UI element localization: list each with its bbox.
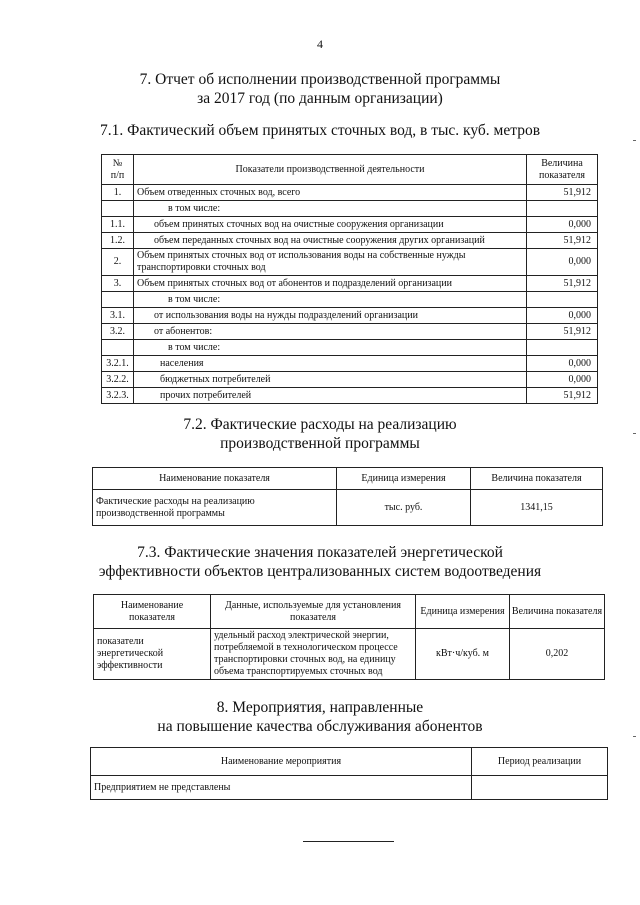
header-data: Данные, используемые для установления показателя	[211, 595, 416, 629]
row-value: 0,000	[527, 217, 598, 233]
section-7-title-line2: за 2017 год (по данным организации)	[197, 90, 443, 107]
row-label: объем переданных сточных вод на очистные сооружения других организаций	[134, 233, 527, 249]
row-num	[102, 292, 134, 308]
row-name: показатели энергетической эффективности	[94, 629, 211, 680]
row-unit: кВт·ч/куб. м	[416, 629, 510, 680]
table-row	[102, 308, 598, 324]
section-7-1-title: 7.1. Фактический объем принятых сточных вод, в тыс. куб. метров	[99, 122, 541, 139]
page-number: 4	[317, 37, 323, 51]
row-num: 1.	[102, 185, 134, 201]
header-num	[102, 155, 134, 185]
section-8-title-line1: 8. Мероприятия, направленные	[216, 699, 424, 716]
scan-mark	[633, 140, 636, 141]
table-row	[102, 276, 598, 292]
header-indicator: Показатели производственной деятельности	[134, 155, 527, 185]
row-num: 1.2.	[102, 233, 134, 249]
row-value: 51,912	[527, 276, 598, 292]
row-value: 0,000	[527, 372, 598, 388]
row-value: 51,912	[527, 185, 598, 201]
section-7-2-title-line1: 7.2. Фактические расходы на реализацию	[183, 416, 457, 433]
table-row	[102, 388, 598, 404]
table-row	[102, 233, 598, 249]
table-header-row	[93, 468, 603, 490]
header-value: Величина показателя	[510, 595, 605, 629]
scan-mark	[633, 736, 636, 737]
row-value: 51,912	[527, 324, 598, 340]
header-name: Наименование мероприятия	[91, 748, 472, 776]
table-row	[102, 340, 598, 356]
row-value	[527, 201, 598, 217]
table-row	[94, 629, 605, 680]
header-value-line1: Величина	[541, 157, 583, 169]
row-value: 1341,15	[471, 490, 603, 526]
row-num	[102, 340, 134, 356]
wastewater-volume-table	[101, 154, 598, 404]
header-value-line2: показателя	[538, 169, 586, 181]
header-value	[527, 155, 598, 185]
header-value: Величина показателя	[471, 468, 603, 490]
row-label: Объем принятых сточных вод от использования воды на собственные нужды транспортировки сточных вод	[134, 249, 527, 276]
row-label: бюджетных потребителей	[134, 372, 527, 388]
table-row	[102, 372, 598, 388]
table-row	[91, 776, 608, 800]
row-num: 3.2.	[102, 324, 134, 340]
row-label: Объем принятых сточных вод от абонентов и подразделений организации	[134, 276, 527, 292]
header-period: Период реализации	[472, 748, 608, 776]
row-value: 0,000	[527, 249, 598, 276]
row-label: прочих потребителей	[134, 388, 527, 404]
header-num-line1: №	[112, 157, 123, 169]
table-header-row	[94, 595, 605, 629]
row-num: 1.1.	[102, 217, 134, 233]
table-header-row	[91, 748, 608, 776]
row-unit: тыс. руб.	[337, 490, 471, 526]
row-value: 0,000	[527, 308, 598, 324]
row-num: 3.2.2.	[102, 372, 134, 388]
table-row	[102, 324, 598, 340]
section-7-3-title-line1: 7.3. Фактические значения показателей энергетической	[137, 544, 503, 561]
scan-mark	[633, 433, 636, 434]
row-num: 3.	[102, 276, 134, 292]
header-num-line2: п/п	[110, 169, 125, 181]
section-7-3-title-line2: эффективности объектов централизованных систем водоотведения	[98, 563, 542, 580]
table-header-row	[102, 155, 598, 185]
header-unit: Единица измерения	[337, 468, 471, 490]
row-value: 0,202	[510, 629, 605, 680]
row-name: Предприятием не представлены	[91, 776, 472, 800]
energy-efficiency-table	[93, 594, 605, 680]
row-label: в том числе:	[134, 292, 527, 308]
row-label: от абонентов:	[134, 324, 527, 340]
row-num: 2.	[102, 249, 134, 276]
table-row	[102, 201, 598, 217]
table-row	[102, 356, 598, 372]
table-row	[102, 185, 598, 201]
row-value: 51,912	[527, 233, 598, 249]
row-data: удельный расход электрической энергии, потребляемой в технологическом процессе транспортировки сточных вод, на единицу объема транспортируемых сточных вод	[211, 629, 416, 680]
row-num: 3.2.3.	[102, 388, 134, 404]
row-label: Объем отведенных сточных вод, всего	[134, 185, 527, 201]
row-value: 51,912	[527, 388, 598, 404]
table-row	[93, 490, 603, 526]
row-period	[472, 776, 608, 800]
row-name: Фактические расходы на реализацию производственной программы	[93, 490, 337, 526]
table-row	[102, 217, 598, 233]
header-name: Наименование показателя	[94, 595, 211, 629]
row-value: 0,000	[527, 356, 598, 372]
row-num: 3.2.1.	[102, 356, 134, 372]
table-row	[102, 249, 598, 276]
table-row	[102, 292, 598, 308]
row-value	[527, 340, 598, 356]
program-costs-table	[92, 467, 603, 526]
row-label: объем принятых сточных вод на очистные сооружения организации	[134, 217, 527, 233]
row-label: в том числе:	[134, 201, 527, 217]
row-num	[102, 201, 134, 217]
row-num: 3.1.	[102, 308, 134, 324]
section-7-2-title-line2: производственной программы	[220, 435, 420, 452]
service-measures-table	[90, 747, 608, 800]
footer-divider	[303, 841, 394, 842]
header-name: Наименование показателя	[93, 468, 337, 490]
row-label: населения	[134, 356, 527, 372]
row-label: в том числе:	[134, 340, 527, 356]
header-unit: Единица измерения	[416, 595, 510, 629]
section-8-title-line2: на повышение качества обслуживания абонентов	[157, 718, 483, 735]
row-value	[527, 292, 598, 308]
section-7-title-line1: 7. Отчет об исполнении производственной программы	[139, 71, 501, 88]
row-label: от использования воды на нужды подразделений организации	[134, 308, 527, 324]
